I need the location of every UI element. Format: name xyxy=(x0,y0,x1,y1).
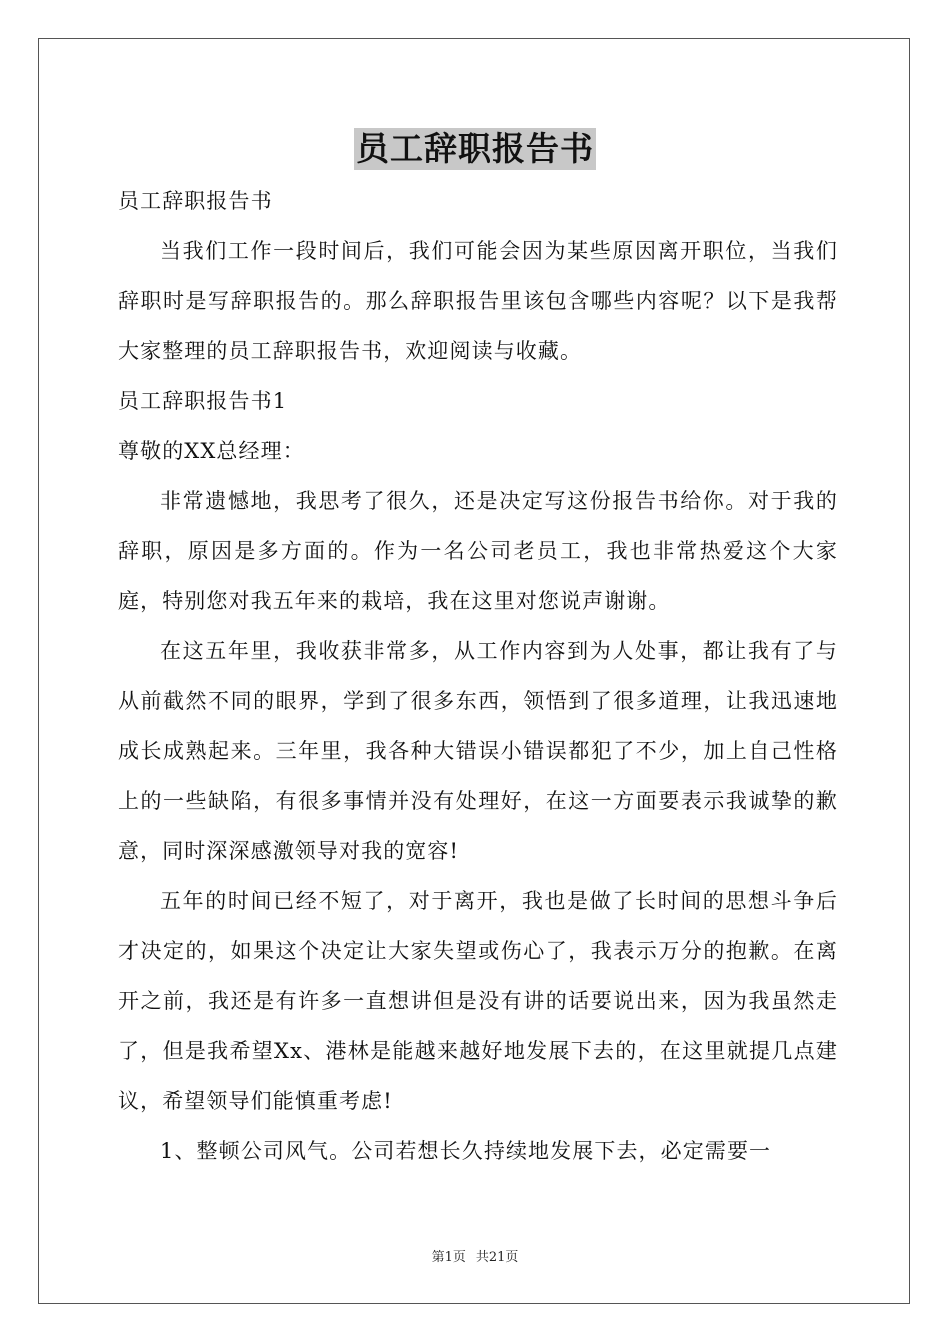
title-container xyxy=(0,128,950,170)
document-title: 员工辞职报告书 xyxy=(356,129,594,168)
document-body xyxy=(118,176,838,1176)
subtitle-line: 员工辞职报告书 xyxy=(118,189,273,213)
page-number: 第1页 xyxy=(431,1250,466,1265)
page-footer xyxy=(0,1246,950,1265)
salutation: 尊敬的XX总经理： xyxy=(118,439,305,463)
page-total: 共21页 xyxy=(475,1250,519,1265)
body-paragraph-1: 非常遗憾地，我思考了很久，还是决定写这份报告书给你。对于我的辞职，原因是多方面的。作为一名公司老员工，我也非常热爱这个大家庭，特别您对我五年来的栽培，我在这里对您说声谢谢。 xyxy=(118,489,838,613)
body-paragraph-4: 1、整顿公司风气。公司若想长久持续地发展下去，必定需要一 xyxy=(160,1139,772,1163)
body-paragraph-2: 在这五年里，我收获非常多，从工作内容到为人处事，都让我有了与从前截然不同的眼界，学到了很多东西，领悟到了很多道理，让我迅速地成长成熟起来。三年里，我各种大错误小错误都犯了不少，加上自己性格上的一些缺陷，有很多事情并没有处理好，在这一方面要表示我诚挚的歉意，同时深深感激领导对我的宽容! xyxy=(118,639,838,863)
section-heading: 员工辞职报告书1 xyxy=(118,389,288,413)
body-paragraph-3: 五年的时间已经不短了，对于离开，我也是做了长时间的思想斗争后才决定的，如果这个决定让大家失望或伤心了，我表示万分的抱歉。在离开之前，我还是有许多一直想讲但是没有讲的话要说出来，因为我虽然走了，但是我希望Xx、港林是能越来越好地发展下去的，在这里就提几点建议，希望领导们能慎重考虑! xyxy=(118,889,838,1113)
intro-paragraph: 当我们工作一段时间后，我们可能会因为某些原因离开职位，当我们辞职时是写辞职报告的。那么辞职报告里该包含哪些内容呢？以下是我帮大家整理的员工辞职报告书，欢迎阅读与收藏。 xyxy=(118,239,838,363)
